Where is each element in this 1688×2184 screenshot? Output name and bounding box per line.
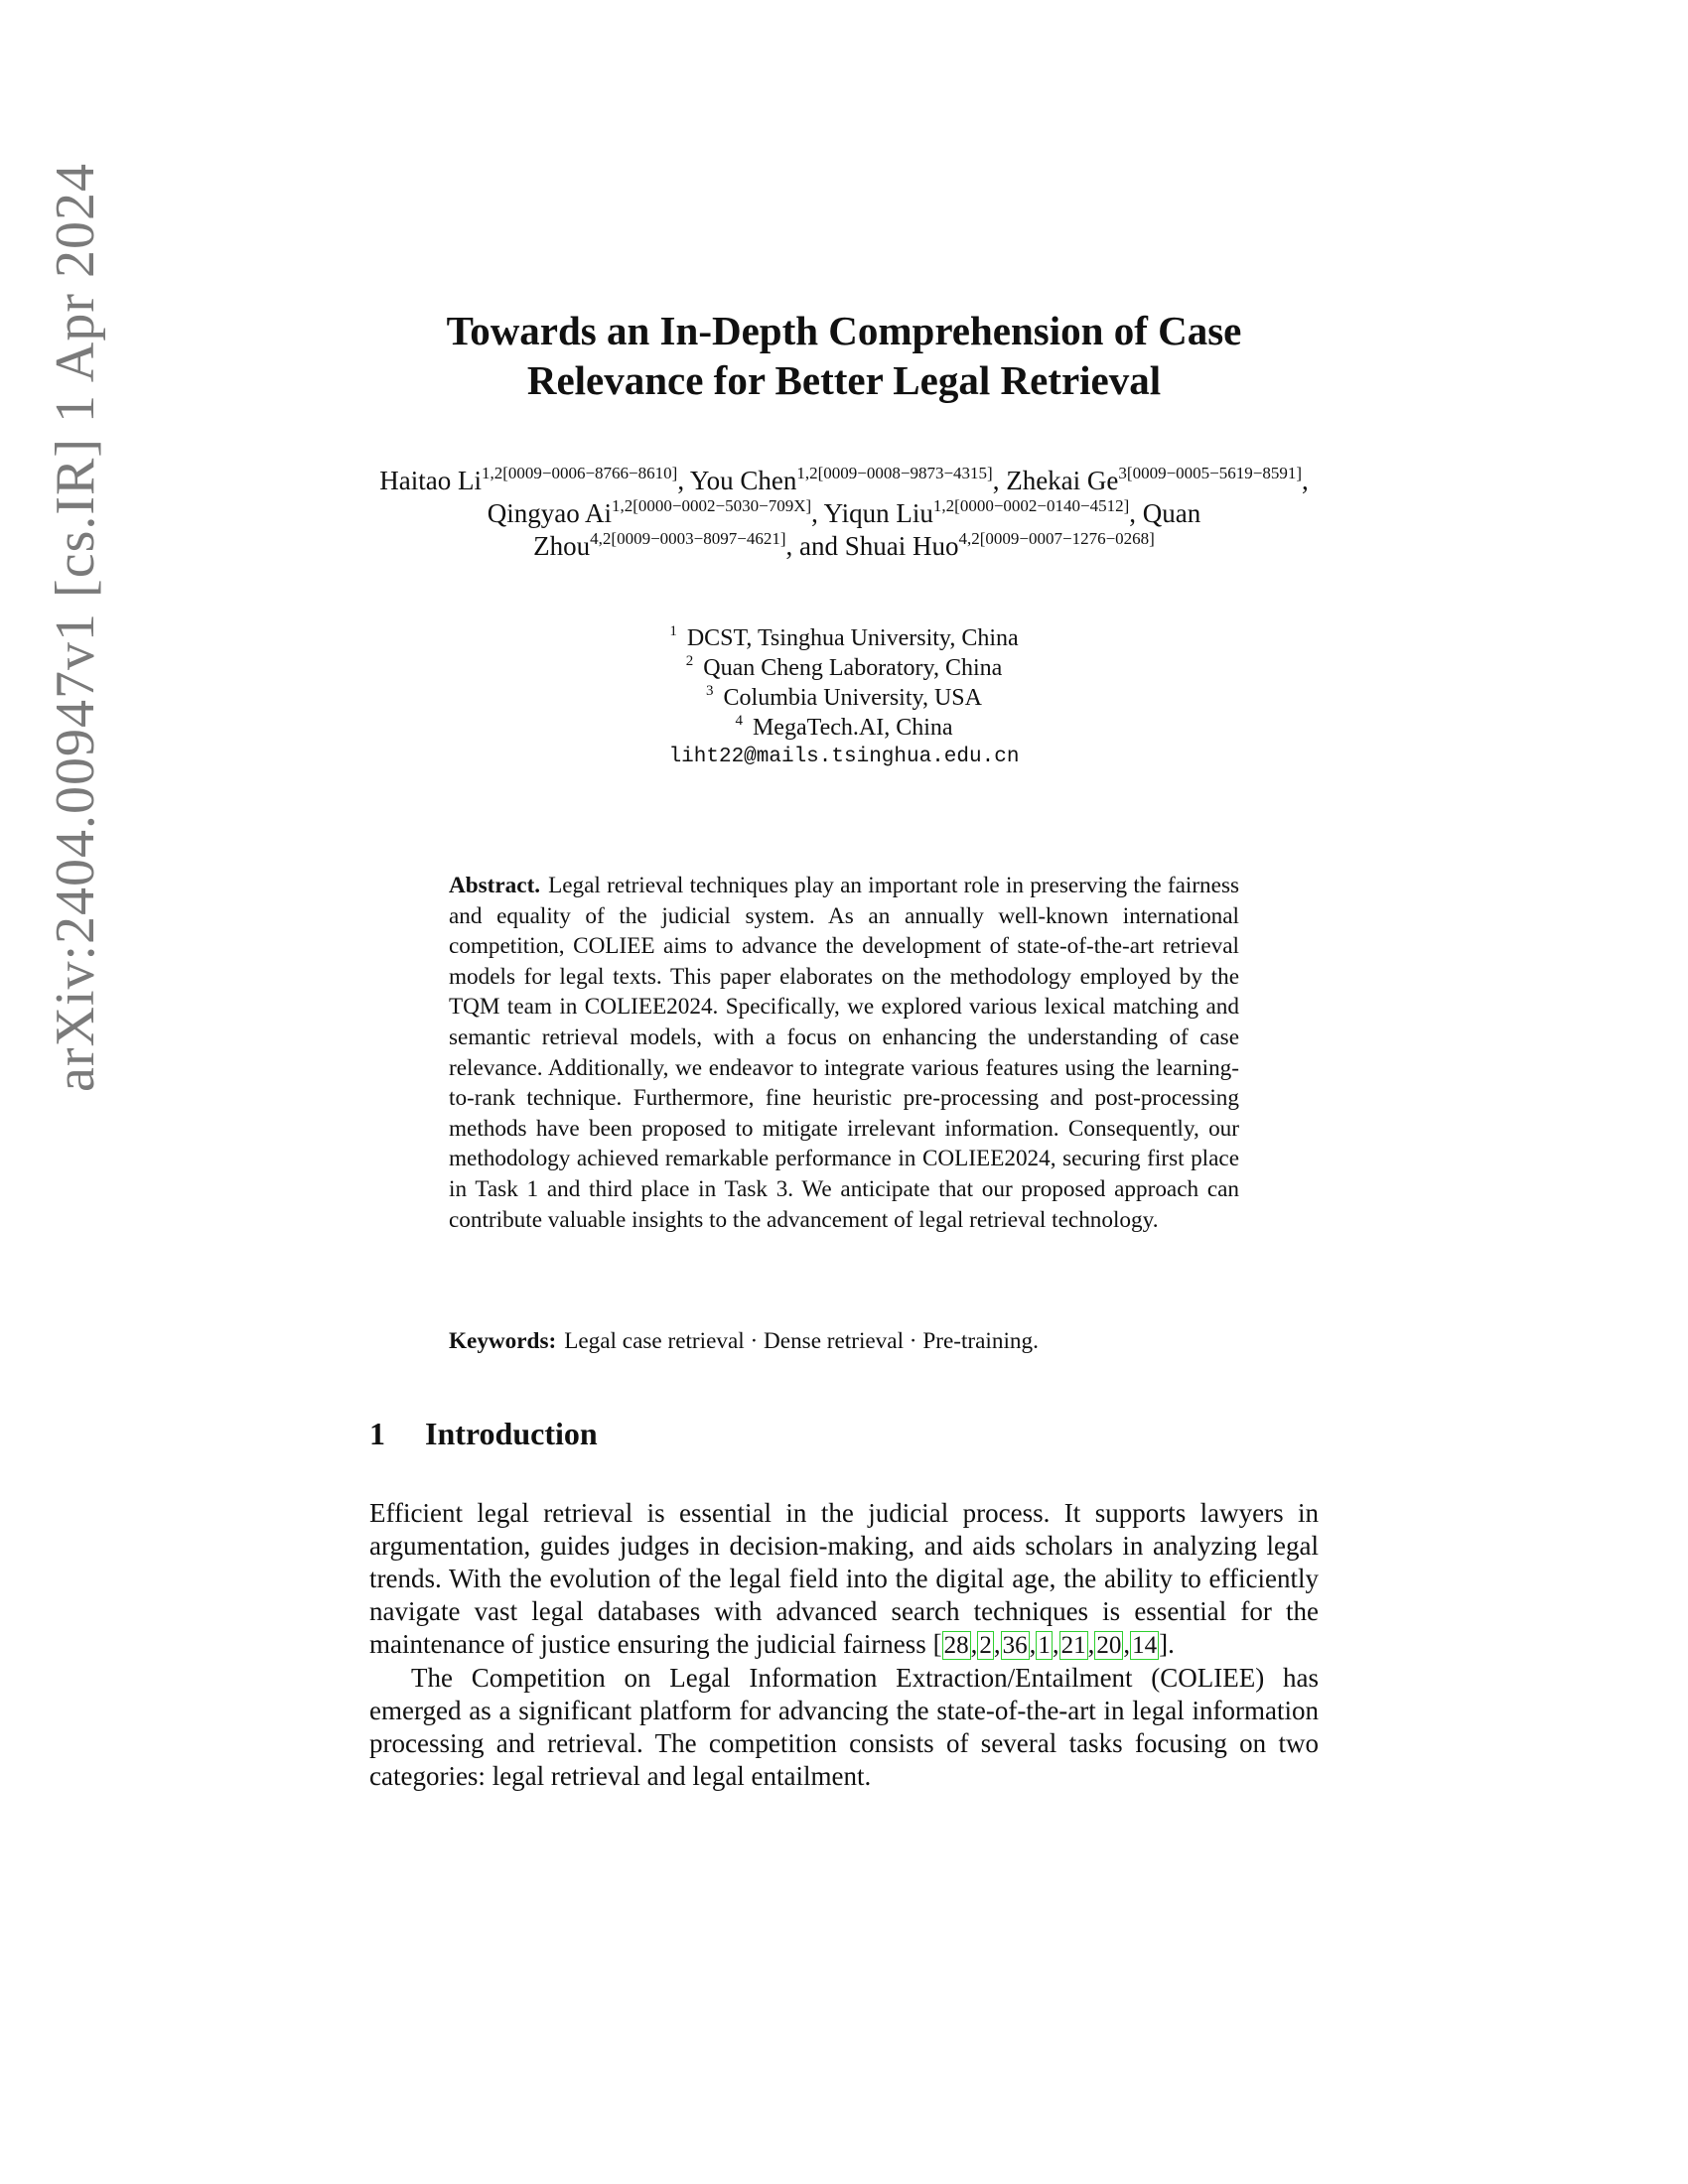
introduction-body [369,1497,1319,1793]
author: Haitao $Li^{1,2[0009-0006-8766-8610]}$, [379,464,690,495]
author-affiliation-marker: 1,2[0009−0006−8766−8610] [481,464,678,482]
abstract-text: Legal retrieval techniques play an important role in preserving the fairness and equality of the judicial system. As an annually well-known international competition, COLIEE aims to advance the development of state-of-the-art retrieval models for legal texts. This paper elaborates on the methodology employed by the TQM team in COLIEE2024. Specifically, we explored various lexical matching and semantic retrieval models, with a focus on enhancing the understanding of case relevance. Additionally, we endeavor to integrate various features using the learning-to-rank technique. Furthermore, fine heuristic pre-processing and post-processing methods have been proposed to mitigate irrelevant information. Consequently, our methodology achieved remarkable performance in COLIEE2024, securing first place in Task 1 and third place in Task 3. We anticipate that our proposed approach can contribute valuable insights to the advancement of legal retrieval technology. [449,873,1239,1233]
author-affiliation-marker: 4,2[0009−0003−8097−4621] [590,529,786,548]
paragraph: The Competition on Legal Information Extraction/Entailment (COLIEE) has emerged as a significant platform for advancing the state-of-the-art in legal information processing and retrieval. The competition consists of several tasks focusing on two categories: legal retrieval and legal entailment. [369,1663,1319,1791]
citation-link[interactable]: 20 [1096,1632,1122,1659]
keywords-text: Legal case retrieval · Dense retrieval · Pre-training. [564,1328,1039,1354]
affiliation: $^1$ DCST, Tsinghua University, China [669,623,1019,651]
author-affiliation-marker: 1,2[0000−0002−0140−4512] [932,496,1130,515]
title-line-2: Relevance for Better Legal Retrieval [526,357,1162,403]
author: Shuai Huo$^{4,2[0009-0007-1276-0268]}$ [844,529,1155,561]
citation-link[interactable]: 28 [943,1632,969,1659]
keywords [449,1326,1239,1356]
author-affiliation-marker: 1,2[0000−0002−5030−709X] [612,496,812,515]
affiliation: $^3$ Columbia University, USA [706,683,982,711]
paper-title [377,306,1311,405]
citation-link[interactable]: 1 [1038,1632,1051,1659]
contact-email[interactable]: liht22@mails.tsinghua.edu.cn [668,746,1020,768]
author-list [377,465,1311,563]
keywords-label: Keywords: [449,1328,557,1354]
abstract-label: Abstract. [449,873,541,898]
abstract [449,871,1239,1235]
section-number: 1 [369,1416,385,1451]
author: You Chen$^{1,2[0009-0008-9873-4315]}$, [689,464,1007,495]
author-affiliation-marker: 3[0009−0005−5619−8591] [1118,464,1302,482]
citation-link[interactable]: 36 [1002,1632,1028,1659]
title-line-1: Towards an In-Depth Comprehension of Case [446,308,1242,353]
author: Zhekai $Ge^{3[0009-0005-5619-8591]}$, [1006,464,1309,495]
citation-link[interactable]: 14 [1132,1632,1158,1659]
affiliation-list [377,623,1311,772]
paragraph: Efficient legal retrieval is essential in the judicial process. It supports lawyers in argumentation, guides judges in decision-making, and aids scholars in analyzing legal trends. With the evolution of the legal field into the digital age, the ability to efficiently navigate vast legal databases with advanced search techniques is essential for the maintenance of justice ensuring the judicial fairness [28,2,36,1,21,20,14]. [369,1498,1319,1659]
arxiv-identifier: arXiv:2404.00947v1 [cs.IR] 1 Apr 2024 [45,162,106,1092]
author-affiliation-marker: 4,2[0009−0007−1276−0268] [958,529,1155,548]
citation-link[interactable]: 2 [979,1632,992,1659]
author: Qingyao $Ai^{1,2[0000-0002-5030-709X]}$, [487,496,824,528]
section-heading [369,1414,1323,1453]
affiliation: $^4$ MegaTech.AI, China [735,713,953,741]
affiliation: $^2$ Quan Cheng Laboratory, China [685,653,1003,681]
author-affiliation-marker: 1,2[0009−0008−9873−4315] [796,464,993,482]
author: Yiqun Liu$^{1,2[0000-0002-0140-4512]}$, [823,496,1143,528]
citation-link[interactable]: 21 [1060,1632,1086,1659]
author: Quan Zhou$^{4,2[0009-0003-8097-4621]}$, and [533,498,1201,561]
section-title: Introduction [425,1416,598,1451]
